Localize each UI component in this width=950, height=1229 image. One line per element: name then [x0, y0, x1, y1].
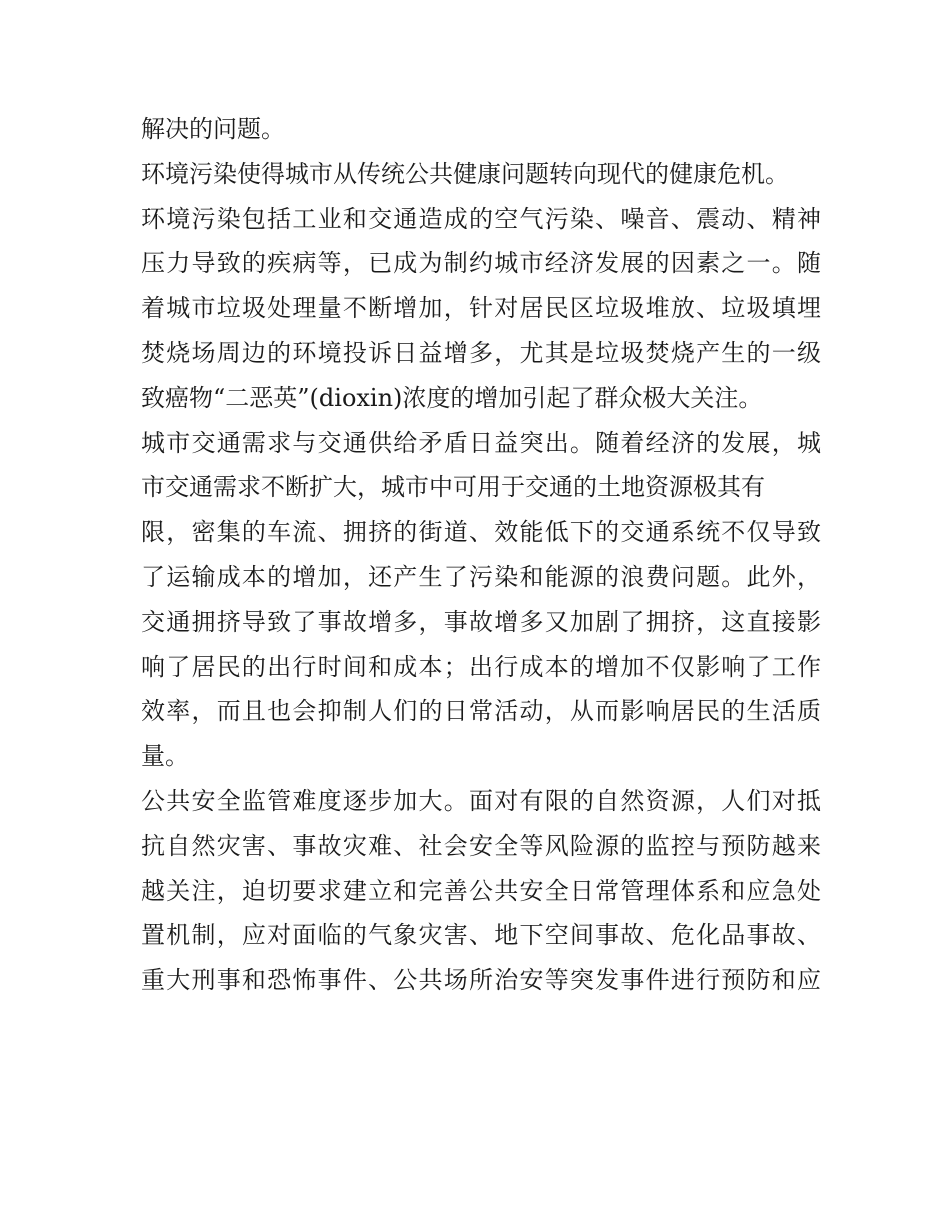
text-line: 抗自然灾害、事故灾难、社会安全等风险源的监控与预防越来: [141, 831, 821, 860]
text-line: 环境污染使得城市从传统公共健康问题转向现代的健康危机。: [141, 159, 789, 188]
text-line: 环境污染包括工业和交通造成的空气污染、噪音、震动、精神: [141, 204, 821, 233]
text-line: 市交通需求不断扩大，城市中可用于交通的土地资源极其有: [141, 473, 765, 502]
text-line: 焚烧场周边的环境投诉日益增多，尤其是垃圾焚烧产生的一级: [141, 338, 821, 367]
text-line: 了运输成本的增加，还产生了污染和能源的浪费问题。此外，: [141, 562, 821, 591]
text-line: 效率，而且也会抑制人们的日常活动，从而影响居民的生活质: [141, 697, 821, 726]
text-line: 城市交通需求与交通供给矛盾日益突出。随着经济的发展，城: [141, 428, 821, 457]
text-line: 越关注，迫切要求建立和完善公共安全日常管理体系和应急处: [141, 876, 821, 905]
text-line: 压力导致的疾病等，已成为制约城市经济发展的因素之一。随: [141, 249, 821, 278]
text-line: 量。: [141, 742, 189, 771]
text-line: 响了居民的出行时间和成本；出行成本的增加不仅影响了工作: [141, 652, 821, 681]
text-line: 交通拥挤导致了事故增多，事故增多又加剧了拥挤，这直接影: [141, 607, 821, 636]
text-line: 着城市垃圾处理量不断增加，针对居民区垃圾堆放、垃圾填埋: [141, 294, 821, 323]
text-line: 公共安全监管难度逐步加大。面对有限的自然资源，人们对抵: [141, 786, 821, 815]
body-text: [141, 107, 821, 1003]
text-line: 解决的问题。: [141, 115, 285, 143]
text-line: 限，密集的车流、拥挤的街道、效能低下的交通系统不仅导致: [141, 518, 821, 547]
text-line: 致癌物“二恶英”(dioxin)浓度的增加引起了群众极大关注。: [141, 383, 763, 412]
text-line: 重大刑事和恐怖事件、公共场所治安等突发事件进行预防和应: [141, 966, 821, 995]
text-line: 置机制，应对面临的气象灾害、地下空间事故、危化品事故、: [141, 921, 821, 950]
